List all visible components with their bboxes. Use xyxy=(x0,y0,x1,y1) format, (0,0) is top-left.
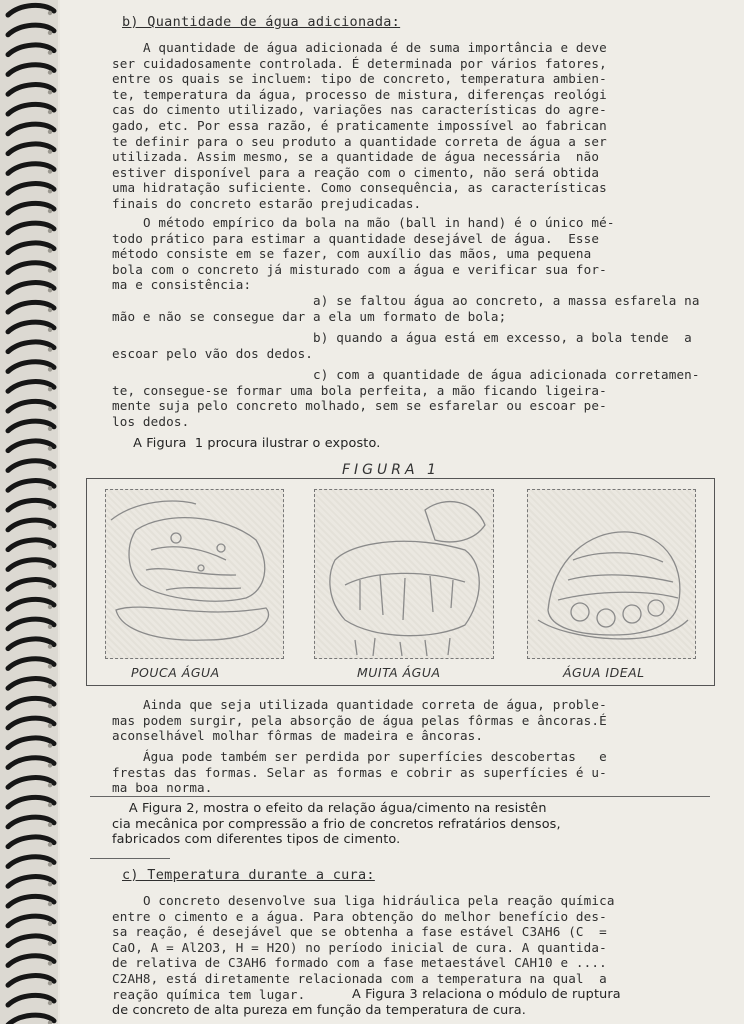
binding-hole xyxy=(48,981,52,985)
binding-hole xyxy=(48,308,52,312)
dripping-mass-drawing xyxy=(315,490,493,658)
binding-hole xyxy=(48,387,52,391)
binding-hole xyxy=(48,328,52,332)
binding-hole xyxy=(48,1001,52,1005)
binding-hole xyxy=(48,70,52,74)
caption-muita-agua: MUITA ÁGUA xyxy=(357,665,441,680)
paragraph-water-quantity: A quantidade de água adicionada é de suma importância e deve ser cuidadosamente controlada. É determinada por vários fatores, entre os quais se incluem: tipo de concreto, temperatura ambien- te, temperatura da água, processo de mistura, diferenças reológi cas do cimento utilizado, variações nas características do agre- gado, etc. Por essa razão, é praticamente impossível ao fabrican te definir para o seu produto a quantidade correta de água a ser utilizada. Assim mesmo, se a quantidade de água necessária não estiver disponível para a reação com o cimento, não será obtida uma hidratação suficiente. Como consequência, as características finais do concreto estarão prejudicadas. xyxy=(112,40,607,211)
binding-hole xyxy=(48,803,52,807)
paragraph-figure-ref: A Figura 1 procura ilustrar o exposto. xyxy=(112,436,381,451)
binding-hole xyxy=(48,625,52,629)
binding-hole xyxy=(48,189,52,193)
list-item-b: b) quando a água está em excesso, a bola tende a escoar pelo vão dos dedos. xyxy=(112,330,692,361)
figure-1 xyxy=(86,478,715,686)
binding-hole xyxy=(48,407,52,411)
binding-hole xyxy=(48,149,52,153)
ideal-ball-drawing xyxy=(528,490,695,658)
binding-hole xyxy=(48,902,52,906)
binding-hole xyxy=(48,743,52,747)
binding-hole xyxy=(48,31,52,35)
binding-hole xyxy=(48,367,52,371)
paragraph-curing-temperature: O concreto desenvolve sua liga hidráulica pela reação química entre o cimento e a água. Para obtenção do melhor benefício des- sa reação, é desejável que se obtenha a fase estável C3AH6 (C = CaO, A = Al2O3, H = H2O) no período inicial de cura. A quantida- de relativa de C3AH6 formado com a fase metaestável CAH10 e .... C2AH8, está diretamente relacionada com a temperatura na qual a reação química tem lugar. xyxy=(112,893,615,1002)
crumbled-mass-drawing xyxy=(106,490,283,658)
figure-panel-agua-ideal xyxy=(527,489,696,659)
binding-hole xyxy=(48,644,52,648)
figure-panel-muita-agua xyxy=(314,489,494,659)
paragraph-figure-3-start: A Figura 3 relaciona o módulo de ruptura xyxy=(352,987,621,1002)
binding-hole xyxy=(48,130,52,134)
binding-hole xyxy=(48,248,52,252)
caption-agua-ideal: ÁGUA IDEAL xyxy=(563,665,645,680)
figure-title: FIGURA 1 xyxy=(342,462,440,478)
binding-hole xyxy=(48,545,52,549)
binding-hole xyxy=(48,941,52,945)
binding-hole xyxy=(48,486,52,490)
paragraph-figure-3-end: de concreto de alta pureza em função da temperatura de cura. xyxy=(112,1003,527,1018)
list-item-c: c) com a quantidade de água adicionada corretamen- te, consegue-se formar uma bola perfeita, a mão ficando ligeira- mente suja pelo concreto molhado, sem se esfarelar ou escoar pe- los dedos. xyxy=(112,367,700,429)
binding-hole xyxy=(48,427,52,431)
binding-hole xyxy=(48,724,52,728)
divider-line xyxy=(90,796,710,797)
section-b-heading: b) Quantidade de água adicionada: xyxy=(122,14,401,30)
binding-hole xyxy=(48,823,52,827)
binding-hole xyxy=(48,526,52,530)
paragraph-water-loss: Água pode também ser perdida por superfícies descobertas e frestas das formas. Selar as formas e cobrir as superfícies é u- ma boa norma. xyxy=(112,749,607,796)
binding-hole xyxy=(48,110,52,114)
figure-panel-pouca-agua xyxy=(105,489,284,659)
list-item-a: a) se faltou água ao concreto, a massa esfarela na mão e não se consegue dar a ela um formato de bola; xyxy=(112,293,700,324)
caption-pouca-agua: POUCA ÁGUA xyxy=(131,665,220,680)
binding-hole xyxy=(48,862,52,866)
binding-hole xyxy=(48,565,52,569)
divider-short xyxy=(90,858,170,859)
binding-hole xyxy=(48,922,52,926)
binding-hole xyxy=(48,842,52,846)
binding-hole xyxy=(48,50,52,54)
binding-hole xyxy=(48,961,52,965)
paragraph-absorption: Ainda que seja utilizada quantidade correta de água, proble- mas podem surgir, pela absorção de água pelas fôrmas e âncoras.É aconselhável molhar fôrmas de madeira e âncoras. xyxy=(112,697,607,744)
paragraph-figure-2: A Figura 2, mostra o efeito da relação água/cimento na resistên cia mecânica por compressão a frio de concretos refratários densos, fabricados com diferentes tipos de cimento. xyxy=(112,801,561,848)
paragraph-ball-in-hand: O método empírico da bola na mão (ball in hand) é o único mé- todo prático para estimar a quantidade desejável de água. Esse método consiste em se fazer, com auxílio das mãos, uma pequena bola com o concreto já misturado com a água e verificar sua for- ma e consistência: xyxy=(112,215,615,293)
binding-hole xyxy=(48,169,52,173)
binding-hole xyxy=(48,90,52,94)
binding-hole xyxy=(48,585,52,589)
document-page xyxy=(60,0,744,1024)
binding-hole xyxy=(48,704,52,708)
binding-hole xyxy=(48,446,52,450)
binding-hole xyxy=(48,684,52,688)
spiral-binding xyxy=(0,0,58,1024)
binding-hole xyxy=(48,347,52,351)
binding-hole xyxy=(48,209,52,213)
binding-hole xyxy=(48,605,52,609)
binding-hole xyxy=(48,288,52,292)
binding-hole xyxy=(48,11,52,15)
binding-hole xyxy=(48,882,52,886)
binding-hole xyxy=(48,506,52,510)
binding-hole xyxy=(48,763,52,767)
binding-hole xyxy=(48,466,52,470)
binding-hole xyxy=(48,783,52,787)
binding-hole xyxy=(48,268,52,272)
binding-hole xyxy=(48,664,52,668)
binding-hole xyxy=(48,229,52,233)
section-c-heading: c) Temperatura durante a cura: xyxy=(122,867,375,883)
